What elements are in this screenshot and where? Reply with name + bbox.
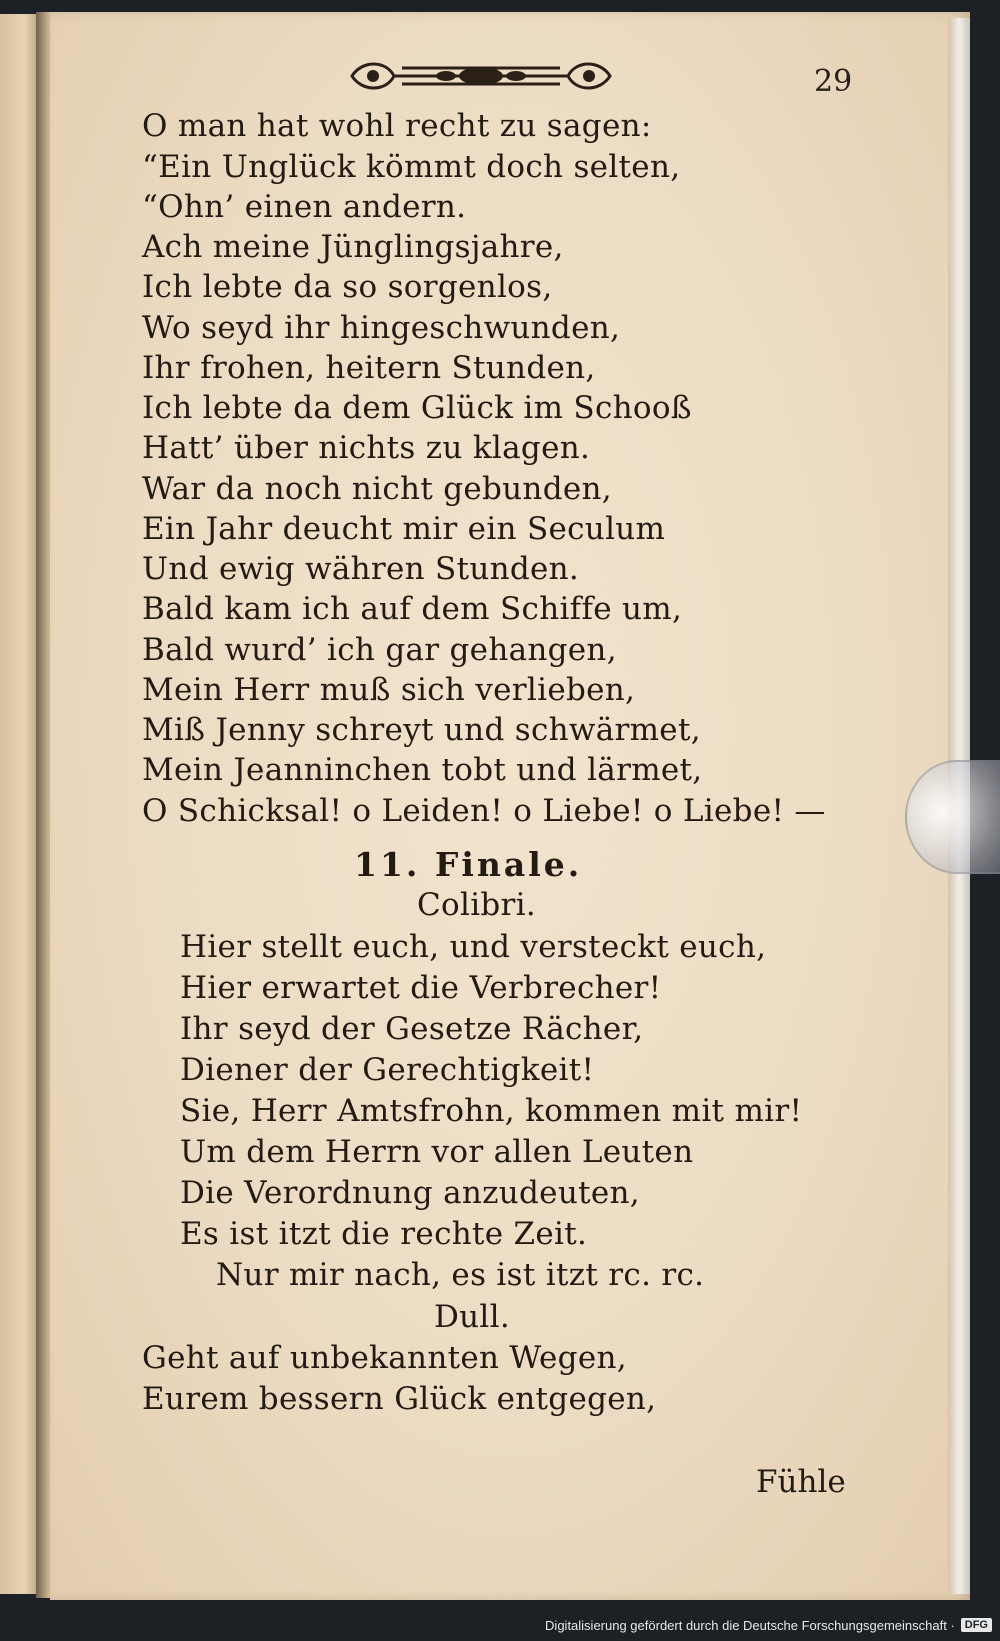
verse-line: Ihr frohen, heitern Stunden,	[142, 350, 596, 386]
verse-line: Die Verordnung anzudeuten,	[180, 1175, 640, 1211]
verse-line: Ihr seyd der Gesetze Rächer,	[180, 1011, 644, 1047]
verse-line: Miß Jenny schreyt und schwärmet,	[142, 712, 701, 748]
verse-line: Wo seyd ihr hingeschwunden,	[142, 310, 621, 346]
catchword: Fühle	[756, 1464, 846, 1500]
previous-page-edge	[0, 14, 40, 1594]
verse-line: Es ist itzt die rechte Zeit.	[180, 1216, 588, 1252]
verse-line: O Schicksal! o Leiden! o Liebe! o Liebe! —	[142, 793, 826, 829]
footer-credit: Digitalisierung gefördert durch die Deutsche Forschungsgemeinschaft ·	[545, 1617, 955, 1633]
verse-line: Ich lebte da dem Glück im Schooß	[142, 390, 692, 426]
verse-line: Ich lebte da so sorgenlos,	[142, 269, 553, 305]
verse-line: “Ohn’ einen andern.	[142, 189, 467, 225]
verse-line: Mein Jeanninchen tobt und lärmet,	[142, 752, 703, 788]
verse-line: Mein Herr muß sich verlieben,	[142, 672, 636, 708]
clip-icon	[905, 760, 1000, 874]
verse-line: Nur mir nach, es ist itzt rc. rc.	[216, 1257, 705, 1293]
speaker-name: Dull.	[434, 1299, 511, 1335]
verse-line: Sie, Herr Amtsfrohn, kommen mit mir!	[180, 1093, 803, 1129]
verse-line: Um dem Herrn vor allen Leuten	[180, 1134, 694, 1170]
verse-line: Hatt’ über nichts zu klagen.	[142, 430, 591, 466]
verse-line: Diener der Gerechtigkeit!	[180, 1052, 595, 1088]
verse-line: Hier stellt euch, und versteckt euch,	[180, 929, 767, 965]
verse-line: Ach meine Jünglingsjahre,	[142, 229, 564, 265]
verse-line: Bald kam ich auf dem Schiffe um,	[142, 591, 683, 627]
speaker-name: Colibri.	[417, 887, 537, 923]
verse-line: Geht auf unbekannten Wegen,	[142, 1340, 627, 1376]
dfg-logo: DFG	[961, 1618, 992, 1632]
verse-line: Und ewig währen Stunden.	[142, 551, 580, 587]
verse-line: O man hat wohl recht zu sagen:	[142, 108, 652, 144]
verse-line: Ein Jahr deucht mir ein Seculum	[142, 511, 666, 547]
verse-line: Hier erwartet die Verbrecher!	[180, 970, 662, 1006]
digitization-footer	[545, 1613, 992, 1637]
verse-line: “Ein Unglück kömmt doch selten,	[142, 149, 681, 185]
verse-line: Bald wurd’ ich gar gehangen,	[142, 632, 617, 668]
ornament-icon	[342, 56, 620, 96]
verse-line: War da noch nicht gebunden,	[142, 471, 612, 507]
verse-line: Eurem bessern Glück entgegen,	[142, 1381, 657, 1417]
section-heading: 11. Finale.	[354, 845, 583, 884]
page-number: 29	[814, 64, 853, 99]
